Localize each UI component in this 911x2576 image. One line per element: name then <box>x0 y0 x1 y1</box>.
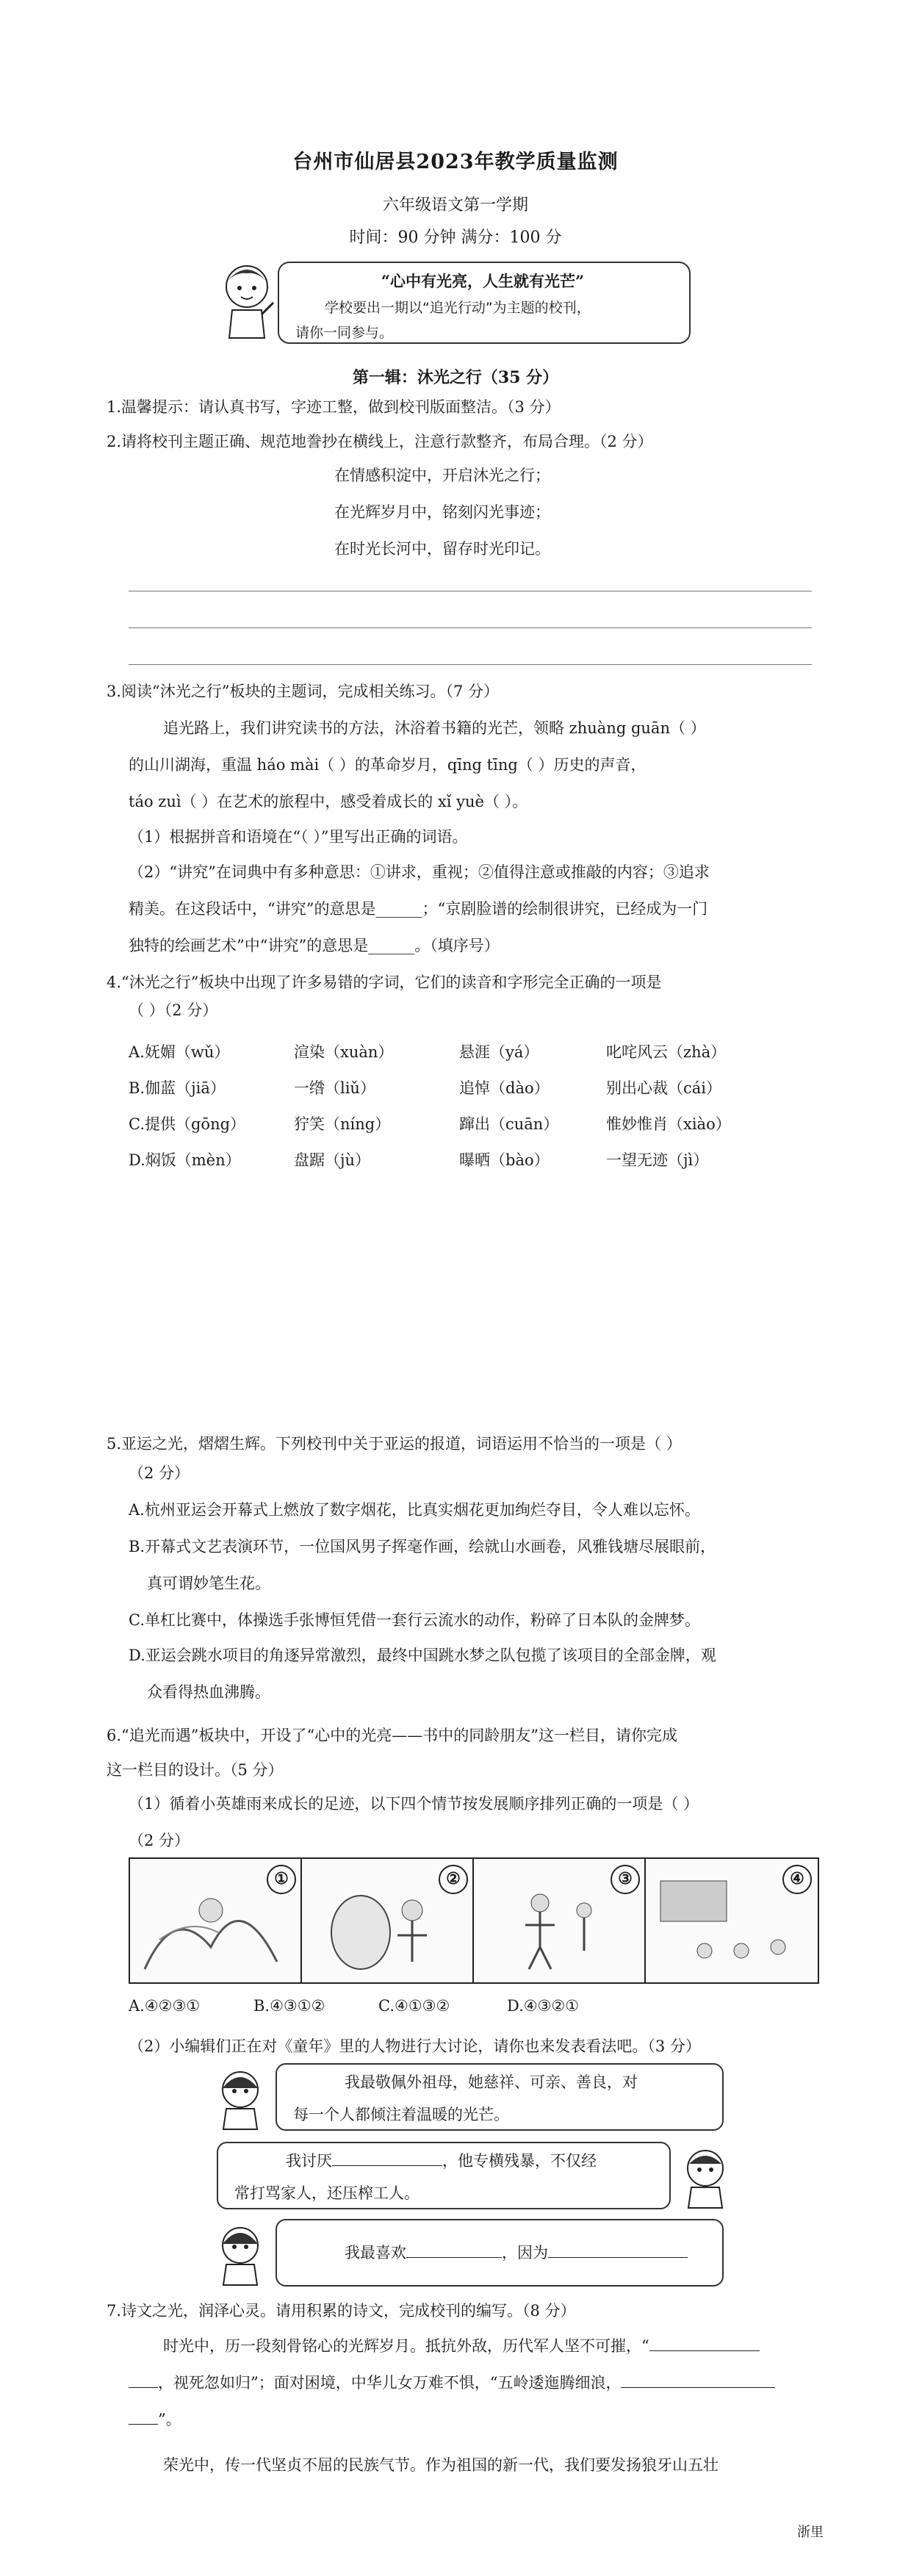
intro-bubble-line1: 学校要出一期以“追光行动”为主题的校刊， <box>325 300 591 316</box>
question-1: 1.温馨提示：请认真书写，字迹工整，做到校刊版面整洁。（3 分） <box>107 398 561 416</box>
q3-sub1: （1）根据拼音和语境在“（ ）”里写出正确的词语。 <box>129 828 468 846</box>
q4-option-c-3: 蹿出（cuān） <box>459 1115 559 1133</box>
q3-para-line-2: 的山川湖海，重温 háo mài（ ）的革命岁月，qīng tīng（ ）历史的声音， <box>129 756 647 774</box>
q6-choice-d: D.④③②① <box>507 1997 580 2015</box>
q4-option-b-2: 一绺（liǔ） <box>294 1079 375 1097</box>
girl-cartoon-icon <box>215 2063 266 2131</box>
girl2-cartoon-icon <box>215 2219 266 2287</box>
intro-bubble-title: “心中有光亮，人生就有光芒” <box>381 272 585 290</box>
q5-option-c: C.单杠比赛中，体操选手张博恒凭借一套行云流水的动作，粉碎了日本队的金牌梦。 <box>129 1611 700 1629</box>
q7-line-1 <box>163 2328 760 2364</box>
chat-1-line-2: 每一个人都倾注着温暖的光芒。 <box>293 2106 509 2123</box>
q4-option-d-2: 盘踞（jù） <box>294 1151 371 1169</box>
q4-option-a-3: 悬涯（yá） <box>459 1043 539 1061</box>
chat-2-prefix: 我讨厌 <box>286 2152 332 2170</box>
q6-sub1-line-1: （1）循着小英雄雨来成长的足迹，以下四个情节按发展顺序排列正确的一项是（ ） <box>129 1795 699 1813</box>
q7-line-1-text: 时光中，历一段刻骨铭心的光辉岁月。抵抗外敌，历代军人坚不可摧，“ <box>163 2337 649 2355</box>
q5-option-b-2: 真可谓妙笔生花。 <box>147 1575 270 1592</box>
q3-sub2-line-1: （2）“讲究”在词典中有多种意思：①讲求，重视；②值得注意或推敲的内容；③追求 <box>129 863 710 881</box>
poem-line-2: 在光辉岁月中，铭刻闪光事迹； <box>334 503 550 521</box>
q6-sub1-line-2: （2 分） <box>129 1832 190 1849</box>
poem-line-3: 在时光长河中，留存时光印记。 <box>334 540 550 558</box>
q5-option-d-2: 众看得热血沸腾。 <box>147 1683 270 1701</box>
q4-option-a-1: A.妩媚（wǔ） <box>129 1043 230 1061</box>
picture-2-number: ② <box>439 1865 468 1894</box>
writing-line-2[interactable] <box>129 627 812 628</box>
picture-3-number: ③ <box>611 1865 640 1894</box>
q4-option-c-2: 狞笑（níng） <box>294 1115 391 1133</box>
question-5-score: （2 分） <box>129 1464 190 1482</box>
q4-option-a-4: 叱咤风云（zhà） <box>606 1043 727 1061</box>
chat-3-prefix: 我最喜欢 <box>345 2244 406 2262</box>
q6-sub2: （2）小编辑们正在对《童年》里的人物进行大讨论，请你也来发表看法吧。（3 分） <box>129 2037 701 2055</box>
section-title: 第一辑：沐光之行（35 分） <box>352 368 559 387</box>
picture-1-number: ① <box>267 1865 296 1894</box>
question-7: 7.诗文之光，润泽心灵。请用积累的诗文，完成校刊的编写。（8 分） <box>107 2302 576 2320</box>
question-4: 4.“沐光之行”板块中出现了许多易错的字词，它们的读音和字形完全正确的一项是 <box>107 974 662 991</box>
question-2: 2.请将校刊主题正确、规范地誊抄在横线上，注意行款整齐，布局合理。（2 分） <box>107 433 653 450</box>
question-4-answer: （ ）（2 分） <box>129 1001 218 1019</box>
question-6-line-1: 6.“追光而遇”板块中，开设了“心中的光亮——书中的同龄朋友”这一栏目，请你完成 <box>107 1727 677 1744</box>
chat-2-blank[interactable] <box>332 2165 442 2166</box>
q4-option-b-3: 追悼（dào） <box>459 1079 550 1097</box>
q3-para-line-3: táo zuì（ ）在艺术的旅程中，感受着成长的 xǐ yuè（ ）。 <box>129 793 528 810</box>
boy-cartoon-icon <box>220 259 276 341</box>
q7-line-3 <box>129 2401 181 2438</box>
question-6-line-2: 这一栏目的设计。（5 分） <box>107 1761 284 1779</box>
q4-option-c-1: C.提供（gōng） <box>129 1115 246 1133</box>
q6-choice-a: A.④②③① <box>129 1997 201 2015</box>
poem-line-1: 在情感积淀中，开启沐光之行； <box>334 467 550 484</box>
q4-option-c-4: 惟妙惟肖（xiào） <box>606 1115 731 1133</box>
writing-line-3[interactable] <box>129 664 812 665</box>
q7-blank-4[interactable] <box>129 2424 158 2425</box>
chat-3-mid: ，因为 <box>502 2244 548 2262</box>
story-picture-2 <box>300 1857 475 1984</box>
intro-bubble-line2: 请你一同参与。 <box>295 325 394 341</box>
chat-3-blank-1[interactable] <box>406 2257 502 2258</box>
q4-option-b-4: 别出心裁（cái） <box>606 1079 721 1097</box>
q7-line-4: 荣光中，传一代坚贞不屈的民族气节。作为祖国的新一代，我们要发扬狼牙山五壮 <box>163 2456 719 2474</box>
q4-option-b-1: B.伽蓝（jiā） <box>129 1079 226 1097</box>
picture-4-number: ④ <box>782 1865 812 1894</box>
q5-option-d-1: D.亚运会跳水项目的角逐异常激烈，最终中国跳水梦之队包揽了该项目的全部金牌，观 <box>129 1647 716 1664</box>
q4-option-d-1: D.焖饭（mèn） <box>129 1151 241 1169</box>
story-picture-3 <box>472 1857 647 1984</box>
q4-option-d-4: 一望无迹（jì） <box>606 1151 709 1169</box>
question-5: 5.亚运之光，熠熠生辉。下列校刊中关于亚运的报道，词语运用不恰当的一项是（ ） <box>107 1435 682 1453</box>
q5-option-b-1: B.开幕式文艺表演环节，一位国风男子挥毫作画，绘就山水画卷，风雅钱塘尽展眼前， <box>129 1538 716 1555</box>
boy2-cartoon-icon <box>680 2142 731 2209</box>
chat-1-line-1: 我最敬佩外祖母，她慈祥、可亲、善良，对 <box>345 2073 638 2091</box>
chat-3-blank-2[interactable] <box>548 2257 688 2258</box>
q7-line-2 <box>129 2364 775 2401</box>
chat-2-suffix: ，他专横残暴，不仅经 <box>442 2152 597 2170</box>
q7-blank-1[interactable] <box>649 2350 760 2351</box>
q6-choice-c: C.④①③② <box>378 1997 450 2015</box>
story-picture-4 <box>644 1857 819 1984</box>
grade-subject: 六年级语文第一学期 <box>382 196 528 215</box>
story-picture-1 <box>129 1857 303 1984</box>
q6-choice-b: B.④③①② <box>253 1997 325 2015</box>
q5-option-a: A.杭州亚运会开幕式上燃放了数字烟花，比真实烟花更加绚烂夺目，令人难以忘怀。 <box>129 1501 700 1519</box>
footer-mark: 浙里 <box>797 2525 824 2540</box>
q3-sub2-line-2: 精美。在这段话中，“讲究”的意思是______；“京剧脸谱的绘制很讲究，已经成为一门 <box>129 900 708 918</box>
chat-bubble-2 <box>217 2142 671 2209</box>
chat-bubble-3 <box>276 2219 724 2287</box>
chat-bubble-1 <box>276 2063 724 2131</box>
q7-line-2-text: ，视死忽如归”；面对困境，中华儿女万难不惧，“五岭逶迤腾细浪， <box>158 2374 622 2392</box>
q7-blank-3[interactable] <box>621 2387 775 2388</box>
page-title: 台州市仙居县2023年教学质量监测 <box>292 151 619 173</box>
intro-bubble-text <box>295 295 677 345</box>
q4-option-a-2: 渲染（xuàn） <box>294 1043 394 1061</box>
chat-2-line-2: 常打骂家人，还压榨工人。 <box>234 2184 420 2202</box>
q3-para-line-1: 追光路上，我们讲究读书的方法，沐浴着书籍的光芒，领略 zhuàng guān（ ） <box>163 719 706 737</box>
time-score-info: 时间：90 分钟 满分：100 分 <box>349 229 562 247</box>
q4-option-d-3: 曝晒（bào） <box>459 1151 550 1169</box>
q3-sub2-line-3: 独特的绘画艺术”中“讲究”的意思是______。（填序号） <box>129 937 500 954</box>
question-3: 3.阅读“沐光之行”板块的主题词，完成相关练习。（7 分） <box>107 683 500 700</box>
q7-blank-2[interactable] <box>129 2387 158 2388</box>
q7-line-3-text: ”。 <box>158 2411 181 2428</box>
